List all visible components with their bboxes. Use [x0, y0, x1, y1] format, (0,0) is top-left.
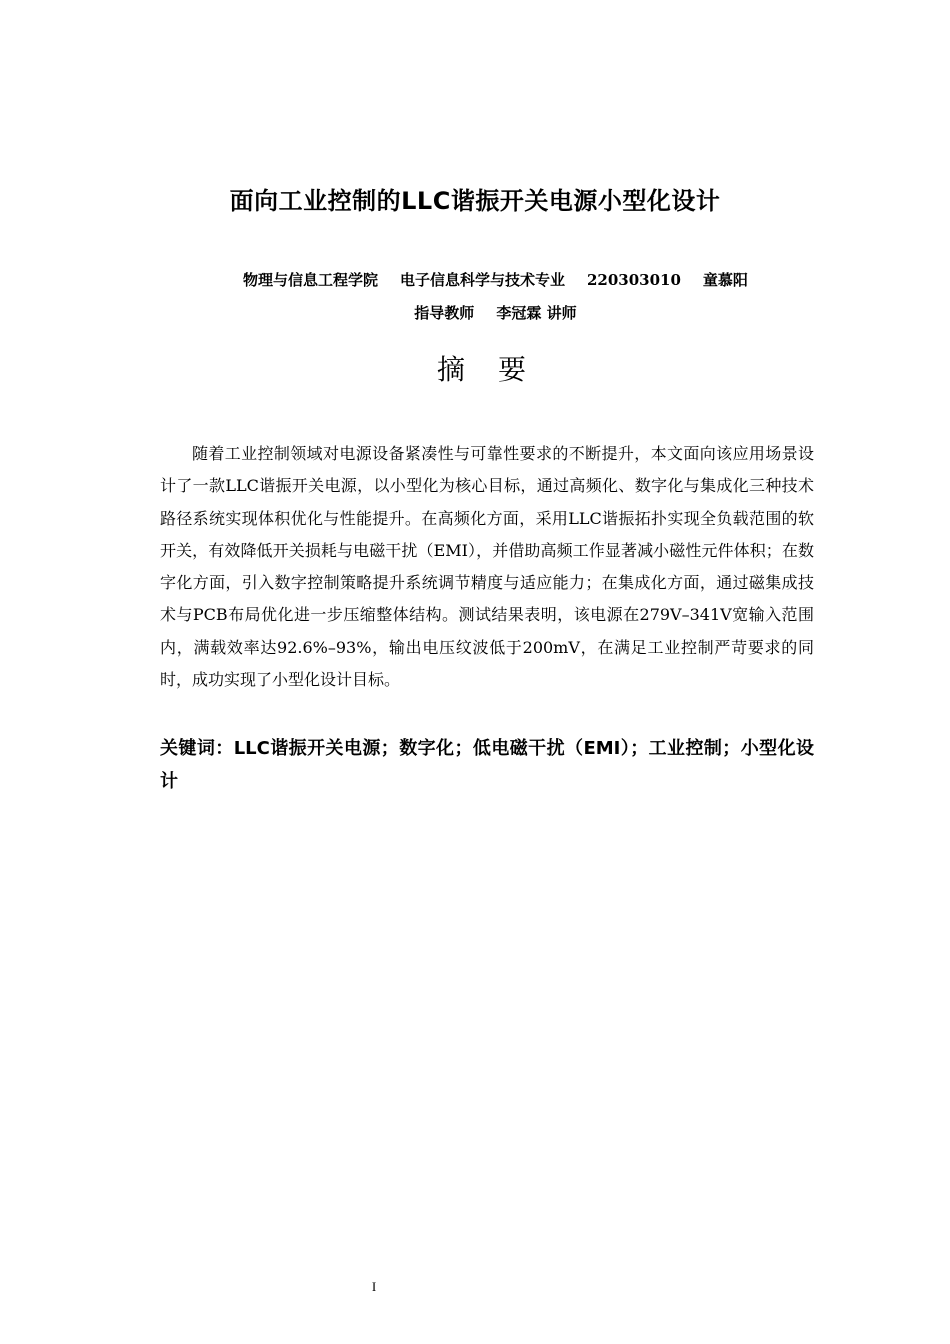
- major-name: 电子信息科学与技术专业: [399, 271, 565, 289]
- thesis-title: 面向工业控制的LLC谐振开关电源小型化设计: [229, 187, 721, 215]
- advisor-name: 李冠霖: [496, 304, 542, 322]
- keywords: 关键词：LLC谐振开关电源；数字化；低电磁干扰（EMI）；工业控制；小型化设计: [160, 738, 814, 792]
- school-name: 物理与信息工程学院: [242, 271, 378, 289]
- student-name: 童慕阳: [702, 271, 748, 289]
- advisor-title: 讲师: [546, 304, 577, 322]
- abstract-heading: 摘 要: [437, 353, 538, 386]
- student-id: 220303010: [586, 271, 681, 289]
- page-number: I: [371, 1279, 377, 1294]
- advisor-info-line: [0, 280, 950, 346]
- advisor-label: 指导教师: [414, 304, 475, 322]
- abstract-body: 随着工业控制领域对电源设备紧凑性与可靠性要求的不断提升，本文面向该应用场景设计了一款LLC谐振开关电源，以小型化为核心目标，通过高频化、数字化与集成化三种技术路径系统实现体积优化与性能提升。在高频化方面，采用LLC谐振拓扑实现全负载范围的软开关，有效降低开关损耗与电磁干扰（EMI），并借助高频工作显著减小磁性元件体积；在数字化方面，引入数字控制策略提升系统调节精度与适应能力；在集成化方面，通过磁集成技术与PCB布局优化进一步压缩整体结构。测试结果表明，该电源在279V–341V宽输入范围内，满载效率达92.6%–93%，输出电压纹波低于200mV，在满足工业控制严苛要求的同时，成功实现了小型化设计目标。: [160, 444, 814, 690]
